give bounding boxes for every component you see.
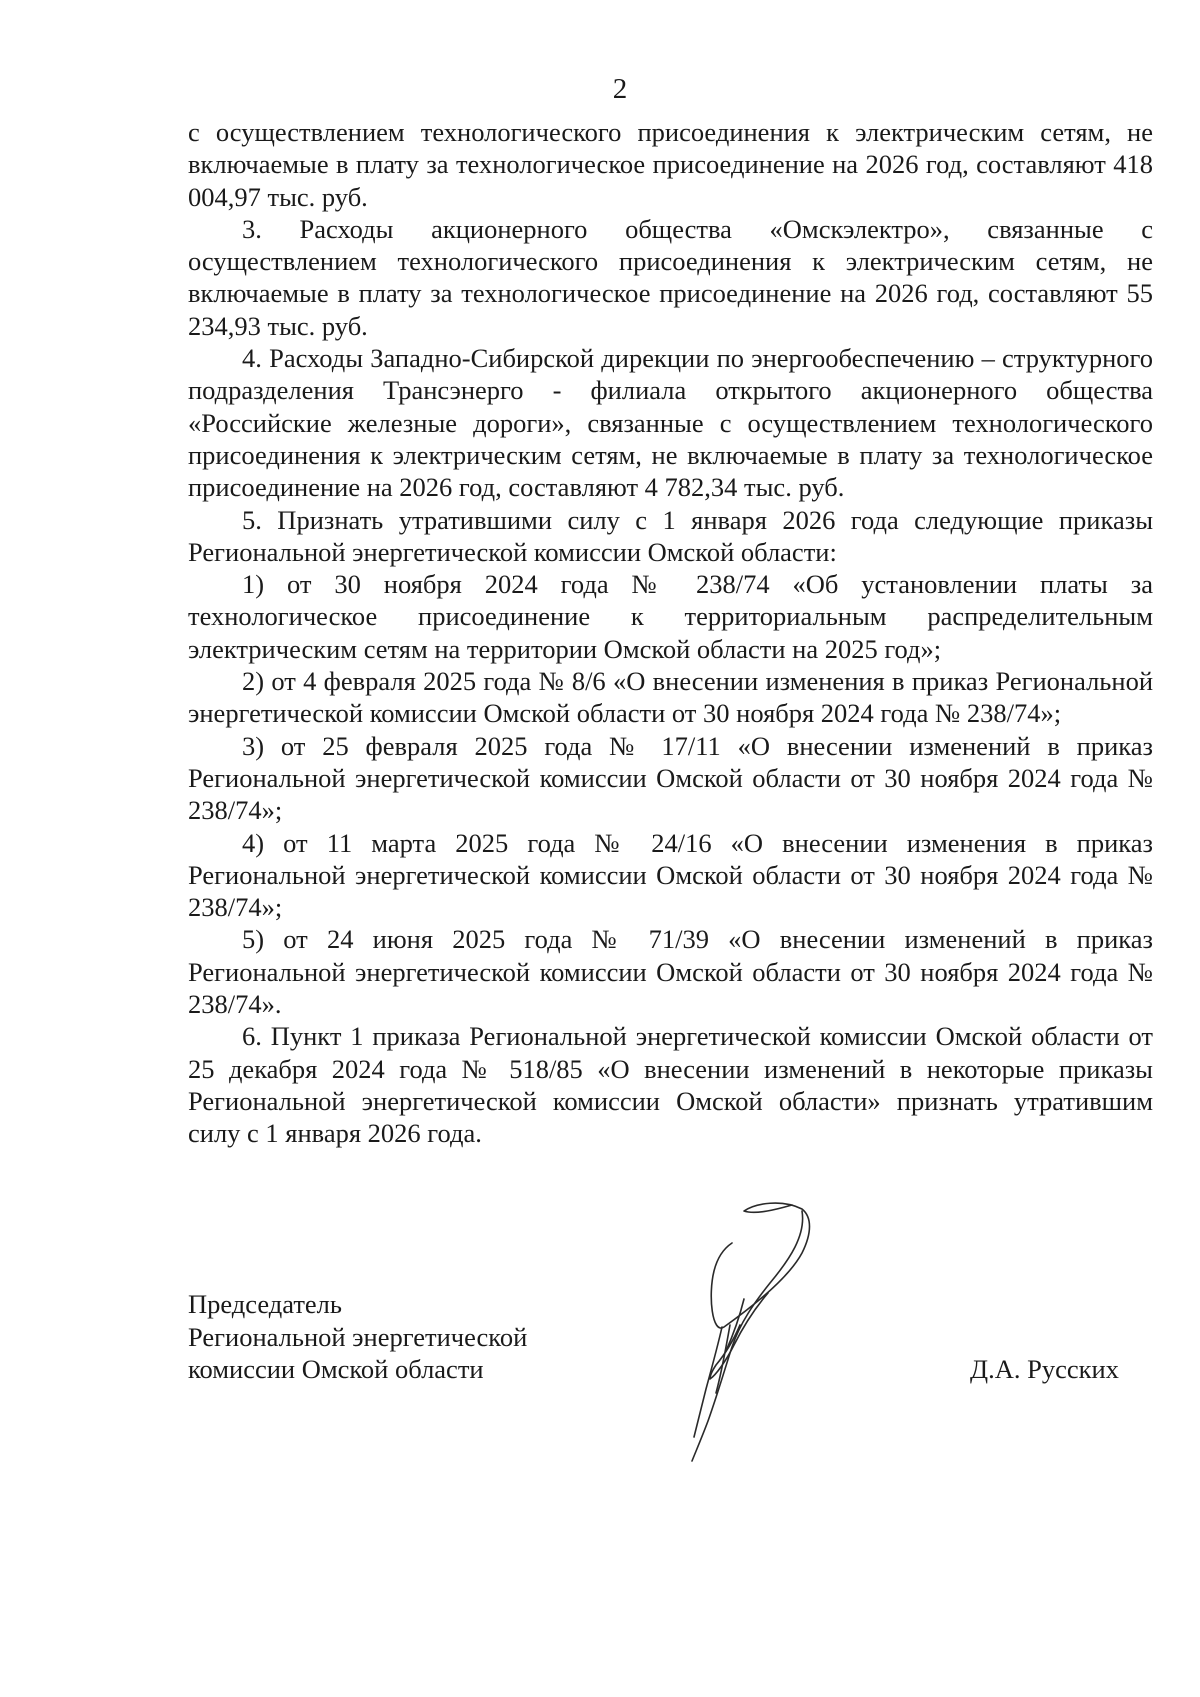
paragraph-continuation: с осуществлением технологического присоединения к электрическим сетям, не включаемые в плату за технологическое присоединение на 2026 год, составляют 418 004,97 тыс. руб. [188,117,1153,212]
paragraph-item-4: 4. Расходы Западно-Сибирской дирекции по энергообеспечению – структурного подразделения Трансэнерго - филиала открытого акционерного общества «Российские железные дороги», связанные с осуществлением технологического присоединения к электрическим сетям, не включаемые в плату за технологическое присоединение на 2026 год, составляют 4 782,34 тыс. руб. [188,343,1153,503]
paragraph-item-3: 3. Расходы акционерного общества «Омскэлектро», связанные с осуществлением технологического присоединения к электрическим сетям, не включаемые в плату за технологическое присоединение на 2026 год, составляют 55 234,93 тыс. руб. [188,213,1153,341]
subitem-5-3: 3) от 25 февраля 2025 года № 17/11 «О внесении изменений в приказ Региональной энергетической комиссии Омской области от 30 ноября 2024 года № 238/74»; [188,730,1153,826]
handwritten-signature [660,1175,860,1475]
document-body [188,116,1153,1150]
subitem-5-4: 4) от 11 марта 2025 года № 24/16 «О внесении изменения в приказ Региональной энергетической комиссии Омской области от 30 ноября 2024 года № 238/74»; [188,827,1153,923]
paragraph-item-6: 6. Пункт 1 приказа Региональной энергетической комиссии Омской области от 25 декабря 2024 года № 518/85 «О внесении изменений в некоторые приказы Региональной энергетической комиссии Омской области» признать утратившим силу с 1 января 2026 года. [188,1021,1153,1149]
signatory-title-line-3: комиссии Омской области [188,1354,484,1384]
subitem-5-5: 5) от 24 июня 2025 года № 71/39 «О внесении изменений в приказ Региональной энергетической комиссии Омской области от 30 ноября 2024 года № 238/74». [188,924,1153,1020]
signatory-name: Д.А. Русских [970,1354,1119,1384]
subitem-5-2: 2) от 4 февраля 2025 года № 8/6 «О внесении изменения в приказ Региональной энергетической комиссии Омской области от 30 ноября 2024 года № 238/74»; [188,666,1153,729]
page-number: 2 [612,73,628,105]
paragraph-item-5: 5. Признать утратившими силу с 1 января 2026 года следующие приказы Региональной энергетической комиссии Омской области: [188,504,1153,567]
subitem-5-1: 1) от 30 ноября 2024 года № 238/74 «Об установлении платы за технологическое присоединение к территориальным распределительным электрическим сетям на территории Омской области на 2025 год»; [188,569,1153,664]
signatory-title [188,1288,527,1386]
signatory-title-line-1: Председатель [188,1289,342,1319]
signatory-title-line-2: Региональной энергетической [188,1321,528,1352]
